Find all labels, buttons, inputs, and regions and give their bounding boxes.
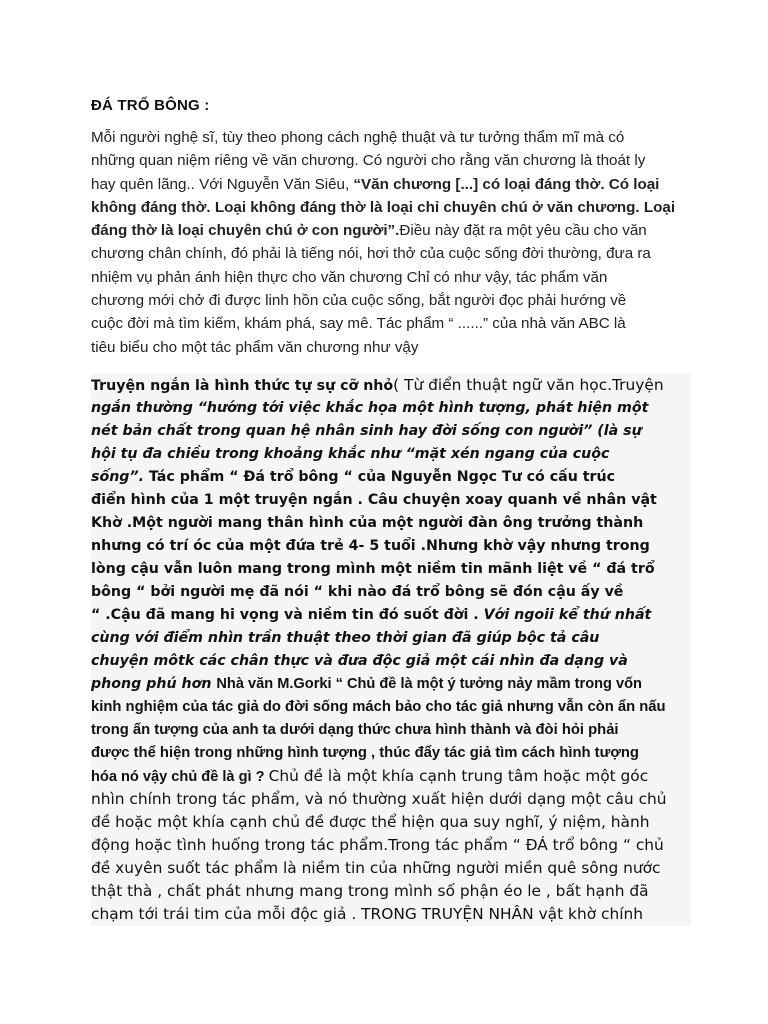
text-line (91, 219, 691, 242)
text-run: Tác phẩm “ Đá trổ bông “ của Nguyễn Ngọc Tư có cấu trúc (143, 469, 616, 485)
paragraph-intro (91, 126, 691, 359)
text-line (91, 466, 691, 489)
text-run: chương mới chở đi được linh hồn của cuộc sống, bắt người đọc phải hướng về (91, 292, 627, 310)
text-line (91, 312, 691, 335)
text-line (91, 834, 691, 857)
paragraph-analysis (91, 374, 691, 926)
text-run: Khờ .Một người mang thân hình của một người đàn ông trưởng thành (91, 515, 644, 531)
text-run: chạm tới trái tim của mỗi độc giả . TRONG TRUYỆN NHÂN vật khờ chính (91, 905, 644, 923)
text-line (91, 196, 691, 219)
text-line (91, 673, 691, 696)
text-run: sống”. (91, 469, 144, 485)
text-run: Điều này đặt ra một yêu cầu cho văn (399, 222, 647, 240)
text-run: “ .Cậu đã mang hi vọng và niềm tin đó suốt đời . (91, 607, 484, 623)
text-line (91, 650, 691, 673)
text-line (91, 489, 691, 512)
text-run: Nhà văn M.Gorki “ Chủ đề là một ý tưởng nảy mầm trong vốn (216, 676, 642, 692)
text-run: chuyện môtk các chân thực và đưa độc giả một cái nhìn đa dạng và (91, 653, 628, 669)
text-run: nhìn chính trong tác phẩm, và nó thường xuất hiện dưới dạng một câu chủ (91, 790, 667, 808)
text-run: chương chân chính, đó phải là tiếng nói, hơi thở của cuộc sống đời thường, đưa ra (91, 245, 651, 263)
text-line (91, 149, 691, 172)
text-line (91, 126, 691, 149)
text-run: nhiệm vụ phản ánh hiện thực cho văn chương Chỉ có như vậy, tác phẩm văn (91, 268, 608, 286)
text-run: lòng cậu vẫn luôn mang trong mình một niềm tin mãnh liệt về “ đá trổ (91, 561, 655, 577)
text-line (91, 266, 691, 289)
quote-bold: “Văn chương [...] có loại đáng thờ. Có loại (353, 175, 660, 193)
text-line (91, 289, 691, 312)
text-line (91, 857, 691, 880)
text-line (91, 535, 691, 558)
text-run: thật thà , chất phát nhưng mang trong mình số phận éo le , bất hạnh đã (91, 882, 649, 900)
text-line (91, 397, 691, 420)
text-line (91, 420, 691, 443)
text-line (91, 719, 691, 742)
text-line (91, 173, 691, 196)
text-run: hội tụ đa chiều trong khoảng khắc như “mặt xén ngang của cuộc (91, 446, 610, 462)
text-run: bông “ bởi người mẹ đã nói “ khi nào đá trổ bông sẽ đón cậu ấy về (91, 584, 624, 600)
text-run: Truyện ngắn là hình thức tự sự cỡ nhỏ (91, 378, 394, 394)
quote-bold: đáng thờ là loại chuyên chú ở con người”. (91, 222, 400, 240)
text-run: đề xuyên suốt tác phẩm là niềm tin của những người miền quê sông nước (91, 859, 661, 877)
text-run: động hoặc tình huống trong tác phẩm.Trong tác phẩm “ ĐÁ trổ bông “ chủ (91, 836, 664, 854)
text-run: Với ngoii kể thứ nhất (483, 607, 652, 623)
text-run: hay quên lãng.. Với Nguyễn Văn Siêu, (91, 175, 354, 193)
text-line (91, 742, 691, 765)
text-run: ngắn thường “hướng tới việc khắc họa một hình tượng, phát hiện một (91, 400, 649, 416)
text-run: cùng với điểm nhìn trần thuật theo thời gian đã giúp bộc tả câu (91, 630, 600, 646)
text-run: được thể hiện trong những hình tượng , thúc đẩy tác giả tìm cách hình tượng (91, 745, 639, 761)
text-run: những quan niệm riêng về văn chương. Có người cho rằng văn chương là thoát ly (91, 152, 646, 170)
text-run: nét bản chất trong quan hệ nhân sinh hay đời sống con người” (là sự (91, 423, 642, 439)
text-line (91, 788, 691, 811)
text-line (91, 880, 691, 903)
text-line (91, 696, 691, 719)
text-run: tiêu biểu cho một tác phẩm văn chương như vậy (91, 338, 419, 356)
text-run: ( Từ điển thuật ngữ văn học.Truyện (393, 376, 664, 394)
text-run: nhưng có trí óc của một đứa trẻ 4- 5 tuổi .Nhưng khờ vậy nhưng trong (91, 538, 650, 554)
text-line (91, 627, 691, 650)
text-line (91, 512, 691, 535)
text-line (91, 903, 691, 926)
text-line (91, 811, 691, 834)
text-line (91, 604, 691, 627)
text-run: phong phú hơn (91, 676, 217, 692)
text-line (91, 558, 691, 581)
text-run: cuộc đời mà tìm kiếm, khám phá, say mê. Tác phẩm “ ......” của nhà văn ABC là (91, 315, 626, 333)
text-run: hóa nó vậy chủ đề là gì ? (91, 769, 269, 785)
text-run: điển hình của 1 một truyện ngắn . Câu chuyện xoay quanh về nhân vật (91, 492, 657, 508)
text-line (91, 581, 691, 604)
quote-bold: không đáng thờ. Loại không đáng thờ là loại chỉ chuyên chú ở văn chương. Loại (91, 198, 676, 216)
text-line (91, 374, 691, 397)
text-run: kinh nghiệm của tác giả do đời sống mách bảo cho tác giả nhưng vẫn còn ẩn nấu (91, 699, 666, 715)
document-title: ĐÁ TRỔ BÔNG : (91, 97, 210, 114)
text-line (91, 765, 691, 788)
text-line (91, 443, 691, 466)
text-run: Mỗi người nghệ sĩ, tùy theo phong cách nghệ thuật và tư tưởng thẩm mĩ mà có (91, 129, 625, 146)
text-line (91, 242, 691, 265)
text-line (91, 336, 691, 359)
text-run: đề hoặc một khía cạnh chủ đề được thể hiện qua suy nghĩ, ý niệm, hành (91, 813, 650, 831)
text-run: trong ấn tượng của anh ta dưới dạng thức chưa hình thành và đòi hỏi phải (91, 722, 619, 738)
text-run: Chủ đề là một khía cạnh trung tâm hoặc một góc (268, 767, 649, 785)
